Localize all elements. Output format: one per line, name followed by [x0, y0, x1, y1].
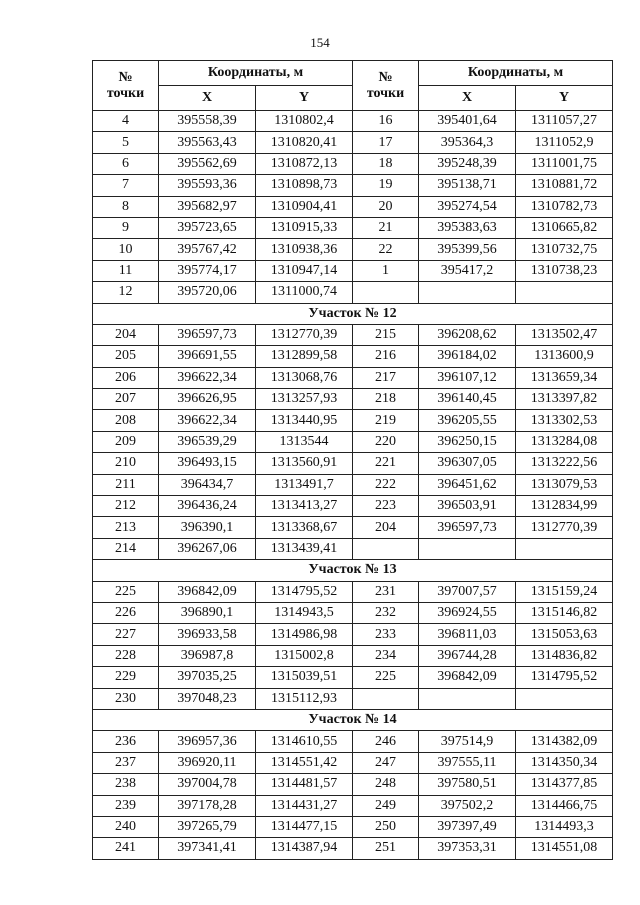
- x-header: X: [159, 86, 256, 111]
- x-coordinate-cell: 395364,3: [419, 132, 516, 153]
- point-number-cell: 249: [353, 795, 419, 816]
- point-number-cell: [353, 282, 419, 303]
- section-title: Участок № 12: [93, 303, 613, 324]
- point-number-cell: 248: [353, 774, 419, 795]
- section-title: Участок № 14: [93, 709, 613, 730]
- table-row: [93, 239, 613, 260]
- y-coordinate-cell: 1313257,93: [256, 389, 353, 410]
- point-number-cell: 238: [93, 774, 159, 795]
- y-coordinate-cell: 1311000,74: [256, 282, 353, 303]
- table-row: [93, 624, 613, 645]
- point-number-cell: 226: [93, 602, 159, 623]
- table-row: [93, 346, 613, 367]
- table-row: [93, 496, 613, 517]
- x-coordinate-cell: 397048,23: [159, 688, 256, 709]
- point-number-cell: 246: [353, 731, 419, 752]
- table-row: [93, 196, 613, 217]
- x-header: X: [419, 86, 516, 111]
- x-coordinate-cell: 396307,05: [419, 453, 516, 474]
- point-number-cell: 6: [93, 153, 159, 174]
- y-coordinate-cell: 1313302,53: [516, 410, 613, 431]
- x-coordinate-cell: 395593,36: [159, 175, 256, 196]
- y-coordinate-cell: 1314382,09: [516, 731, 613, 752]
- point-number-cell: 1: [353, 260, 419, 281]
- y-coordinate-cell: 1315159,24: [516, 581, 613, 602]
- x-coordinate-cell: 396957,36: [159, 731, 256, 752]
- point-number-cell: 220: [353, 431, 419, 452]
- y-coordinate-cell: 1312834,99: [516, 496, 613, 517]
- table-row: [93, 282, 613, 303]
- point-number-cell: 231: [353, 581, 419, 602]
- table-row: [93, 667, 613, 688]
- point-number-cell: 209: [93, 431, 159, 452]
- table-row: [93, 111, 613, 132]
- header-row: [93, 61, 613, 86]
- x-coordinate-cell: 395417,2: [419, 260, 516, 281]
- x-coordinate-cell: 397035,25: [159, 667, 256, 688]
- y-coordinate-cell: 1314481,57: [256, 774, 353, 795]
- x-coordinate-cell: 396920,11: [159, 752, 256, 773]
- coordinates-header: Координаты, м: [419, 61, 613, 86]
- table-row: [93, 538, 613, 559]
- point-number-cell: 11: [93, 260, 159, 281]
- x-coordinate-cell: 397502,2: [419, 795, 516, 816]
- table-row: [93, 453, 613, 474]
- point-number-cell: 225: [93, 581, 159, 602]
- table-row: [93, 367, 613, 388]
- point-number-cell: 7: [93, 175, 159, 196]
- point-number-cell: 234: [353, 645, 419, 666]
- y-coordinate-cell: 1310820,41: [256, 132, 353, 153]
- y-coordinate-cell: 1314610,55: [256, 731, 353, 752]
- x-coordinate-cell: 395563,43: [159, 132, 256, 153]
- x-coordinate-cell: 396503,91: [419, 496, 516, 517]
- point-number-header-label: №: [378, 69, 393, 85]
- y-coordinate-cell: 1315112,93: [256, 688, 353, 709]
- y-coordinate-cell: 1314493,3: [516, 816, 613, 837]
- y-coordinate-cell: 1310938,36: [256, 239, 353, 260]
- table-row: [93, 410, 613, 431]
- x-coordinate-cell: [419, 282, 516, 303]
- table-row: [93, 774, 613, 795]
- x-coordinate-cell: 396744,28: [419, 645, 516, 666]
- point-number-cell: 212: [93, 496, 159, 517]
- point-number-cell: 4: [93, 111, 159, 132]
- y-coordinate-cell: 1313284,08: [516, 431, 613, 452]
- x-coordinate-cell: [419, 538, 516, 559]
- y-coordinate-cell: 1313368,67: [256, 517, 353, 538]
- point-number-cell: 12: [93, 282, 159, 303]
- point-number-cell: 17: [353, 132, 419, 153]
- table-row: [93, 816, 613, 837]
- x-coordinate-cell: 396890,1: [159, 602, 256, 623]
- y-coordinate-cell: 1315002,8: [256, 645, 353, 666]
- x-coordinate-cell: 396626,95: [159, 389, 256, 410]
- x-coordinate-cell: 395767,42: [159, 239, 256, 260]
- x-coordinate-cell: 396184,02: [419, 346, 516, 367]
- point-number-cell: 204: [353, 517, 419, 538]
- point-number-cell: 240: [93, 816, 159, 837]
- x-coordinate-cell: 396691,55: [159, 346, 256, 367]
- point-number-cell: 233: [353, 624, 419, 645]
- point-number-cell: 9: [93, 217, 159, 238]
- y-coordinate-cell: 1313413,27: [256, 496, 353, 517]
- y-coordinate-cell: 1315039,51: [256, 667, 353, 688]
- y-coordinate-cell: 1310872,13: [256, 153, 353, 174]
- x-coordinate-cell: 396622,34: [159, 367, 256, 388]
- table-row: [93, 688, 613, 709]
- y-coordinate-cell: 1311057,27: [516, 111, 613, 132]
- x-coordinate-cell: 395274,54: [419, 196, 516, 217]
- y-coordinate-cell: 1312899,58: [256, 346, 353, 367]
- y-coordinate-cell: 1315146,82: [516, 602, 613, 623]
- y-coordinate-cell: 1314551,42: [256, 752, 353, 773]
- x-coordinate-cell: 397341,41: [159, 838, 256, 859]
- x-coordinate-cell: 396539,29: [159, 431, 256, 452]
- y-coordinate-cell: 1310881,72: [516, 175, 613, 196]
- point-number-cell: 205: [93, 346, 159, 367]
- x-coordinate-cell: 397397,49: [419, 816, 516, 837]
- point-number-cell: 232: [353, 602, 419, 623]
- table-row: [93, 795, 613, 816]
- x-coordinate-cell: 396842,09: [159, 581, 256, 602]
- y-coordinate-cell: 1314795,52: [256, 581, 353, 602]
- table-row: [93, 324, 613, 345]
- y-coordinate-cell: 1310947,14: [256, 260, 353, 281]
- y-coordinate-cell: 1314431,27: [256, 795, 353, 816]
- y-coordinate-cell: [516, 538, 613, 559]
- x-coordinate-cell: 397004,78: [159, 774, 256, 795]
- point-number-header: [93, 61, 159, 111]
- page-number: 154: [310, 35, 330, 50]
- y-coordinate-cell: 1314377,85: [516, 774, 613, 795]
- point-number-header-sub: точки: [366, 85, 405, 101]
- y-coordinate-cell: 1310665,82: [516, 217, 613, 238]
- x-coordinate-cell: 396597,73: [159, 324, 256, 345]
- x-coordinate-cell: 396933,58: [159, 624, 256, 645]
- point-number-cell: 225: [353, 667, 419, 688]
- x-coordinate-cell: 397580,51: [419, 774, 516, 795]
- x-coordinate-cell: 396924,55: [419, 602, 516, 623]
- section-row: [93, 303, 613, 324]
- y-coordinate-cell: 1314795,52: [516, 667, 613, 688]
- table-row: [93, 431, 613, 452]
- point-number-cell: 20: [353, 196, 419, 217]
- point-number-cell: 239: [93, 795, 159, 816]
- x-coordinate-cell: 397265,79: [159, 816, 256, 837]
- x-coordinate-cell: 395138,71: [419, 175, 516, 196]
- y-coordinate-cell: 1313440,95: [256, 410, 353, 431]
- x-coordinate-cell: [419, 688, 516, 709]
- table-row: [93, 731, 613, 752]
- table-row: [93, 389, 613, 410]
- y-coordinate-cell: 1313068,76: [256, 367, 353, 388]
- y-header: Y: [256, 86, 353, 111]
- x-coordinate-cell: 395682,97: [159, 196, 256, 217]
- x-coordinate-cell: 397555,11: [419, 752, 516, 773]
- x-coordinate-cell: 396140,45: [419, 389, 516, 410]
- point-number-cell: [353, 538, 419, 559]
- point-number-cell: [353, 688, 419, 709]
- x-coordinate-cell: 396493,15: [159, 453, 256, 474]
- point-number-cell: 18: [353, 153, 419, 174]
- table-row: [93, 752, 613, 773]
- table-row: [93, 175, 613, 196]
- y-coordinate-cell: 1313397,82: [516, 389, 613, 410]
- x-coordinate-cell: 396622,34: [159, 410, 256, 431]
- point-number-cell: 221: [353, 453, 419, 474]
- y-coordinate-cell: 1313439,41: [256, 538, 353, 559]
- x-coordinate-cell: 396597,73: [419, 517, 516, 538]
- y-coordinate-cell: 1313544: [256, 431, 353, 452]
- x-coordinate-cell: 395401,64: [419, 111, 516, 132]
- y-coordinate-cell: 1313502,47: [516, 324, 613, 345]
- x-coordinate-cell: 396451,62: [419, 474, 516, 495]
- point-number-cell: 229: [93, 667, 159, 688]
- x-coordinate-cell: 396267,06: [159, 538, 256, 559]
- y-coordinate-cell: 1314387,94: [256, 838, 353, 859]
- point-number-cell: 213: [93, 517, 159, 538]
- x-coordinate-cell: 396208,62: [419, 324, 516, 345]
- section-row: [93, 709, 613, 730]
- point-number-header-sub: точки: [106, 85, 145, 101]
- y-coordinate-cell: 1314551,08: [516, 838, 613, 859]
- point-number-cell: 214: [93, 538, 159, 559]
- y-coordinate-cell: 1314986,98: [256, 624, 353, 645]
- table-row: [93, 474, 613, 495]
- point-number-cell: 215: [353, 324, 419, 345]
- table-row: [93, 260, 613, 281]
- x-coordinate-cell: 395723,65: [159, 217, 256, 238]
- x-coordinate-cell: 396811,03: [419, 624, 516, 645]
- point-number-cell: 247: [353, 752, 419, 773]
- y-coordinate-cell: 1313491,7: [256, 474, 353, 495]
- y-coordinate-cell: 1311052,9: [516, 132, 613, 153]
- x-coordinate-cell: 395774,17: [159, 260, 256, 281]
- point-number-cell: 218: [353, 389, 419, 410]
- point-number-cell: 206: [93, 367, 159, 388]
- table-row: [93, 602, 613, 623]
- y-coordinate-cell: [516, 688, 613, 709]
- table-row: [93, 517, 613, 538]
- point-number-cell: 22: [353, 239, 419, 260]
- y-coordinate-cell: 1314350,34: [516, 752, 613, 773]
- point-number-cell: 204: [93, 324, 159, 345]
- x-coordinate-cell: 396987,8: [159, 645, 256, 666]
- x-coordinate-cell: 396842,09: [419, 667, 516, 688]
- point-number-cell: 16: [353, 111, 419, 132]
- point-number-cell: 208: [93, 410, 159, 431]
- point-number-cell: 236: [93, 731, 159, 752]
- y-coordinate-cell: 1313079,53: [516, 474, 613, 495]
- point-number-cell: 211: [93, 474, 159, 495]
- point-number-header: [353, 61, 419, 111]
- point-number-cell: 207: [93, 389, 159, 410]
- table-row: [93, 581, 613, 602]
- point-number-cell: 5: [93, 132, 159, 153]
- x-coordinate-cell: 396107,12: [419, 367, 516, 388]
- x-coordinate-cell: 395720,06: [159, 282, 256, 303]
- y-coordinate-cell: 1314943,5: [256, 602, 353, 623]
- point-number-header-label: №: [118, 69, 133, 85]
- y-coordinate-cell: 1314836,82: [516, 645, 613, 666]
- y-coordinate-cell: 1314477,15: [256, 816, 353, 837]
- y-coordinate-cell: 1312770,39: [516, 517, 613, 538]
- y-coordinate-cell: 1313659,34: [516, 367, 613, 388]
- y-coordinate-cell: 1315053,63: [516, 624, 613, 645]
- table-body: [93, 111, 613, 860]
- point-number-cell: 10: [93, 239, 159, 260]
- point-number-cell: 237: [93, 752, 159, 773]
- x-coordinate-cell: 397007,57: [419, 581, 516, 602]
- x-coordinate-cell: 396434,7: [159, 474, 256, 495]
- point-number-cell: 230: [93, 688, 159, 709]
- table-row: [93, 645, 613, 666]
- y-coordinate-cell: 1313560,91: [256, 453, 353, 474]
- y-coordinate-cell: [516, 282, 613, 303]
- y-coordinate-cell: 1313600,9: [516, 346, 613, 367]
- x-coordinate-cell: 396436,24: [159, 496, 256, 517]
- point-number-cell: 216: [353, 346, 419, 367]
- section-row: [93, 560, 613, 581]
- x-coordinate-cell: 395399,56: [419, 239, 516, 260]
- x-coordinate-cell: 395562,69: [159, 153, 256, 174]
- table-row: [93, 153, 613, 174]
- point-number-cell: 222: [353, 474, 419, 495]
- y-coordinate-cell: 1310782,73: [516, 196, 613, 217]
- y-coordinate-cell: 1311001,75: [516, 153, 613, 174]
- y-coordinate-cell: 1310738,23: [516, 260, 613, 281]
- point-number-cell: 219: [353, 410, 419, 431]
- x-coordinate-cell: 396205,55: [419, 410, 516, 431]
- section-title: Участок № 13: [93, 560, 613, 581]
- y-coordinate-cell: 1313222,56: [516, 453, 613, 474]
- x-coordinate-cell: 395383,63: [419, 217, 516, 238]
- point-number-cell: 228: [93, 645, 159, 666]
- x-coordinate-cell: 396250,15: [419, 431, 516, 452]
- y-coordinate-cell: 1310904,41: [256, 196, 353, 217]
- table-row: [93, 838, 613, 859]
- point-number-cell: 223: [353, 496, 419, 517]
- x-coordinate-cell: 395558,39: [159, 111, 256, 132]
- y-coordinate-cell: 1310732,75: [516, 239, 613, 260]
- point-number-cell: 217: [353, 367, 419, 388]
- point-number-cell: 21: [353, 217, 419, 238]
- x-coordinate-cell: 397178,28: [159, 795, 256, 816]
- point-number-cell: 227: [93, 624, 159, 645]
- y-header: Y: [516, 86, 613, 111]
- point-number-cell: 251: [353, 838, 419, 859]
- y-coordinate-cell: 1312770,39: [256, 324, 353, 345]
- coordinates-table: [92, 60, 613, 860]
- table-row: [93, 217, 613, 238]
- point-number-cell: 250: [353, 816, 419, 837]
- y-coordinate-cell: 1310915,33: [256, 217, 353, 238]
- y-coordinate-cell: 1314466,75: [516, 795, 613, 816]
- point-number-cell: 8: [93, 196, 159, 217]
- table-row: [93, 132, 613, 153]
- point-number-cell: 241: [93, 838, 159, 859]
- y-coordinate-cell: 1310898,73: [256, 175, 353, 196]
- x-coordinate-cell: 396390,1: [159, 517, 256, 538]
- x-coordinate-cell: 395248,39: [419, 153, 516, 174]
- coordinates-header: Координаты, м: [159, 61, 353, 86]
- x-coordinate-cell: 397353,31: [419, 838, 516, 859]
- point-number-cell: 210: [93, 453, 159, 474]
- y-coordinate-cell: 1310802,4: [256, 111, 353, 132]
- x-coordinate-cell: 397514,9: [419, 731, 516, 752]
- point-number-cell: 19: [353, 175, 419, 196]
